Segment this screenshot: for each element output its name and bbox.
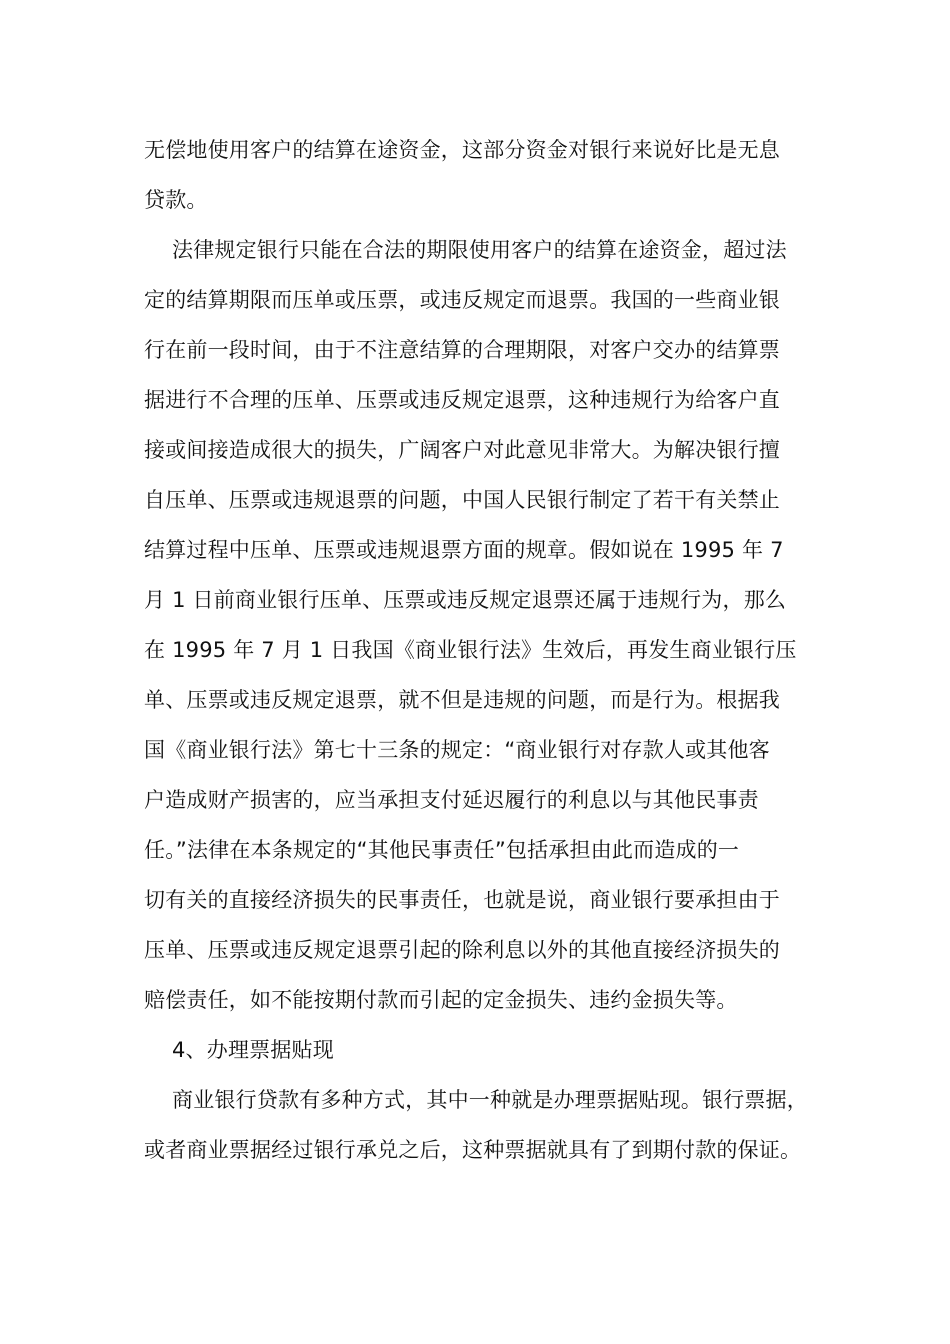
text-line: 据进行不合理的压单、压票或违反规定退票，这种违规行为给客户直 (144, 388, 780, 412)
text-line: 月 1 日前商业银行压单、压票或违反规定退票还属于违规行为，那么 (144, 588, 787, 612)
text-line: 任。”法律在本条规定的“其他民事责任”包括承担由此而造成的一 (144, 838, 740, 862)
paragraph-start: 法律规定银行只能在合法的期限使用客户的结算在途资金，超过法 (172, 238, 787, 262)
text-line: 赔偿责任，如不能按期付款而引起的定金损失、违约金损失等。 (144, 988, 738, 1012)
text-line: 行在前一段时间，由于不注意结算的合理期限，对客户交办的结算票 (144, 338, 780, 362)
text-line: 单、压票或违反规定退票，就不但是违规的问题，而是行为。根据我 (144, 688, 780, 712)
text-line: 结算过程中压单、压票或违规退票方面的规章。假如说在 1995 年 7 (144, 538, 784, 562)
text-line: 定的结算期限而压单或压票，或违反规定而退票。我国的一些商业银 (144, 288, 780, 312)
text-line: 切有关的直接经济损失的民事责任，也就是说，商业银行要承担由于 (144, 888, 780, 912)
section-heading: 4、办理票据贴现 (172, 1038, 334, 1062)
text-line: 无偿地使用客户的结算在途资金，这部分资金对银行来说好比是无息 (144, 138, 780, 162)
text-line: 国《商业银行法》第七十三条的规定：“商业银行对存款人或其他客 (144, 738, 770, 762)
text-line: 接或间接造成很大的损失，广阔客户对此意见非常大。为解决银行擅 (144, 438, 780, 462)
text-line: 或者商业票据经过银行承兑之后，这种票据就具有了到期付款的保证。 (144, 1138, 802, 1162)
text-line: 自压单、压票或违规退票的问题，中国人民银行制定了若干有关禁止 (144, 488, 780, 512)
text-line: 贷款。 (144, 188, 208, 212)
text-line: 户造成财产损害的，应当承担支付延迟履行的利息以与其他民事责 (144, 788, 759, 812)
paragraph-start: 商业银行贷款有多种方式，其中一种就是办理票据贴现。银行票据， (172, 1088, 808, 1112)
text-line: 在 1995 年 7 月 1 日我国《商业银行法》生效后，再发生商业银行压 (144, 638, 797, 662)
text-line: 压单、压票或违反规定退票引起的除利息以外的其他直接经济损失的 (144, 938, 780, 962)
